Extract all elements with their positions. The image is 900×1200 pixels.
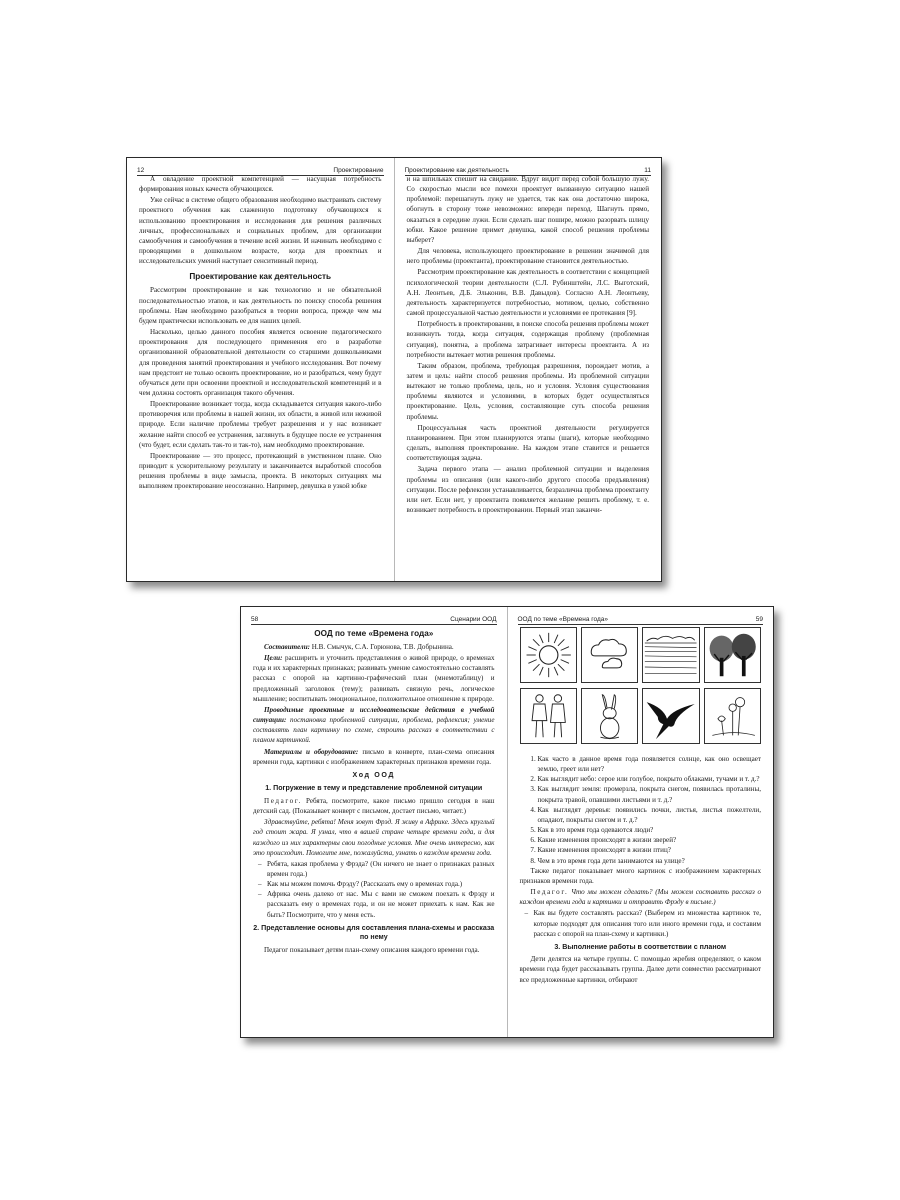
paragraph: Проектирование возникает тогда, когда складывается ситуация какого-либо противоречия или проблемы в нашей жизни, их области, в живой или неживой природе. Если наличие проблемы требует разрешения и у нас возникает желание найти способ ее устранения, заглянуть в будущее после ее устранения (что будет, если сделать так-то и так-то), нам необходимо проектирование. [139,400,382,449]
list-item: 5. Как в это время года одеваются люди? [538,825,762,835]
paragraph: Проектирование — это процесс, протекающий в умственном плане. Оно приводит к ускорительному результату и заканчивается выработкой способов решения проблемы в виде замысла, проекта. В некоторых ситуациях мы выполняем проектирование неосознанно. Например, девушка в узкой юбке [139,451,382,491]
list-item: 8. Чем в это время года дети занимаются на улице? [538,856,762,866]
paragraph: Таким образом, проблема, требующая разрешения, порождает мотив, а затем и цель: найти способ решения проблемы. Из проблемной ситуации вытекают не только проблема, цель, но и условия. Условия существования проблемы являются и условиями, в которых будет осуществляться проектирование. Цель, условия, составляющие суть способа решения проблемы. [406,361,649,421]
page-59 [508,607,774,1037]
bottom-book-spread [240,606,774,1038]
page-number: 58 [251,616,259,623]
running-title: Сценарии ООД [450,616,497,623]
page-number: 11 [644,167,651,174]
goal-paragraph [253,653,495,704]
paragraph: Для человека, использующего проектирование в решении значимой для него проблемы (проектанта), проектирование становится деятельностью. [406,247,649,266]
lesson-title: ООД по теме «Времена года» [314,629,434,638]
people-icon [520,688,577,744]
list-item: – Как мы можем помочь Фрэду? (Рассказать ему о временах года.) [267,879,495,889]
running-head [518,613,764,625]
section-heading: Проектирование как деятельность [189,272,332,282]
list-item: – Как вы будете составлять рассказ? (Выберем из множества картинок те, которые подходят для описания того или иного времени года, и составим рассказ с опорой на план-схему и картинки.) [534,908,762,938]
list-item: – Африка очень далеко от нас. Мы с вами не сможем поехать к Фрэду и рассказать ему о временах года, и он не может приехать к нам. Как же быть? Посмотрите, что у меня есть. [267,889,495,919]
running-head [405,164,652,176]
teacher-paragraph [253,796,495,816]
materials-paragraph [253,747,495,767]
paragraph: Педагог показывает детям план-схему описания каждого времени года. [264,945,480,954]
methods: постановка проблемной ситуации, проблема, рефлексия; умение составлять план картинку по схеме, строить рассказ в соответствии с планом картинкой. [253,716,495,745]
authors-label: Составители: [264,643,310,651]
page-text [520,627,762,985]
paragraph: Насколько, целью данного пособия является освоение педагогического проектирования для последующего применения его в разработке организованной образовательной деятельности со старшими дошкольниками для проведения занятий проектирования и учебного исследования. Вот почему нам предстоит не только освоить проектирование, но и разобраться, чему будут обучаться дети при освоении проектной и исследовательской компетенций и в чем должна состоять организация такого обучения. [139,328,382,397]
dialogue-list [520,908,762,938]
page-12 [127,158,395,581]
methods-paragraph [253,705,495,746]
paragraph: Рассмотрим проектирование как деятельность в соответствии с концепцией психологической теории деятельности (С.Л. Рубинштейн, Л.С. Выготский, А.Н. Леонтьев, Д.Б. Эльконин, В.В. Давыдов). Согласно А.Н. Леонтьеву, деятельность характеризуется потребностью, мотивом, целью, собственно самой процессуальной частью деятельности и условиями ее протекания [9]. [406,268,649,318]
field-icon [642,627,699,683]
methods-label: Проводимые проектные и исследовательские действия в учебной ситуации: [253,705,495,725]
letter-paragraph [253,817,495,858]
goal: расширить и уточнить представления о живой природе, о временах года и их характерных признаках; развивать умение самостоятельно составлять рассказ с опорой на картинно-графический план (мнемотаблицу) и предложенный заголовок (тему); развивать связную речь, логическое мышление; воспитывать эмоциональное, положительное отношение к природе. [253,654,495,703]
teacher-paragraph [520,887,762,907]
dialogue-list [253,859,495,920]
teacher-text: Что мы можем сделать? (Мы можем составить рассказ о каждом времени года и картинки и отправить Фрэду в письме.) [519,888,761,907]
paragraph: Также педагог показывает много картинок с изображением характерных признаков времени года. [519,866,761,885]
list-item: 2. Как выглядит небо: серое или голубое, покрыто облаками, тучами и т. д.? [538,774,762,784]
list-item: 4. Как выглядят деревья: появились почки, листья, листья пожелтели, опадают, покрыты снегом и т. д.? [538,805,762,825]
letter-text: Здравствуйте, ребята! Меня зовут Фрэд. Я живу в Африке. Здесь круглый год стоит жара. Я узнал, что в вашей стране четыре времени года, и для каждого из них характерны свои погодные условия. Мне очень интересно, как это происходит. Помогите мне, пожалуйста, узнать о каждом времени года. [253,818,495,857]
running-title: ООД по теме «Времена года» [517,616,609,623]
questions-list [520,754,762,866]
teacher-label: Педагог. [264,796,302,805]
paragraph: Задача первого этапа — анализ проблемной ситуации и выделения проблемы из описания (или какого-либо другого способа предъявления) ситуации. После рефлексии устанавливается, безразлична проблема проектанту или нет. Если нет, у проектанта появляется желание решить проблему, т. е. возникает потребность в проектировании. Первый этап заканчи- [406,465,649,514]
swallow-icon [642,688,699,744]
teacher-text: Ребята, посмотрите, какое письмо пришло сегодня в наш детский сад. (Показывает конверт с письмом, достает письмо, читает.) [253,796,495,816]
page-number: 59 [755,616,763,623]
section-3-heading: 3. Выполнение работы в соответствии с планом [554,942,727,951]
authors-paragraph [253,642,495,652]
page-text [253,629,495,955]
authors: Н.В. Смычук, С.А. Горюнова, Т.В. Добрынина. [311,643,454,651]
running-head [251,613,497,625]
paragraph: Дети делятся на четыре группы. С помощью жребия определяют, о каком времени года будет рассказывать группа. Далее дети совместно рассматривают все предложенные картинки, отбирают [519,955,761,984]
page-number: 12 [137,167,145,174]
clouds-icon [581,627,638,683]
page-text [407,174,650,515]
sun-icon [520,627,577,683]
paragraph: А овладение проектной компетенцией — насущная потребность формирования новых качеств обучающихся. [139,175,382,194]
list-item: – Ребята, какая проблема у Фрэда? (Он ничего не знает о признаках разных времен года.) [267,859,495,879]
mnemonic-table [520,627,762,744]
materials-label: Материалы и оборудование: [264,747,359,756]
paragraph: и на шпильках спешит на свидание. Вдруг видит перед собой большую лужу. Со скоростью мысли все помехи проектует вызванную ситуацию нашей проблемой: перешагнуть лужу не удается, так как она достаточно широка, обогнуть в сторону тоже невозможно: впереди переход. Шагнуть прямо, оказаться в середине лужи. Если сделать шаг пошире, можно разорвать шлицу юбки. Какое решение примет девушка, какой способ решения проблемы выберет? [406,175,649,244]
flowers-icon [704,688,761,744]
goal-label: Цели: [264,654,283,663]
list-item: 1. Как часто в данное время года появляется солнце, как оно освещает землю, греет или нет? [538,754,762,774]
course-heading: Ход ООД [352,770,396,779]
section-2-heading: 2. Представление основы для составления плана-схемы и рассказа по нему [253,923,495,942]
list-item: 6. Какие изменения происходят в жизни зверей? [538,835,762,845]
list-item: 3. Как выглядит земля: промерзла, покрыта снегом, появилась проталины, покрыта травой, опавшими листьями и т. д.? [538,784,762,804]
page-11 [395,158,662,581]
paragraph: Рассмотрим проектирование и как технологию и не обязательной последовательностью этапов, и как деятельность по поиску способа решения проблемы. Нам необходимо разобраться в теории вопроса, прежде чем мы будем практически использовать ее для наших целей. [139,286,382,325]
paragraph: Потребность в проектировании, в поиске способа решения проблемы может возникнуть тогда, когда ситуация, содержащая проблему (проблемная ситуация), понятна, а проблема затрагивает интересы проектанта. А из потребности вытекает мотив решения проблемы. [406,320,649,359]
section-1-heading: 1. Погружение в тему и представление проблемной ситуации [265,784,483,793]
running-title: Проектирование как деятельность [404,167,509,174]
materials: письмо в конверте, план-схема описания времени года, картинки с изображением характерных признаков времени года. [253,747,495,766]
paragraph: Уже сейчас в системе общего образования необходимо выстраивать систему проектного обучения как слаженную подготовку обучающихся к использованию проектирования и исследования для решения различных личных, профессиональных и социальных проблем, для организации самообучения и самообучения в течение всей жизни. И начинать необходимо с проводящими в дошкольном возрасте, когда для проектных и исследовательских умений наступает сенситивный период. [139,196,382,266]
teacher-label: Педагог. [530,888,569,897]
trees-icon [704,627,761,683]
hare-icon [581,688,638,744]
running-title: Проектирование [333,167,384,174]
page-text [139,174,382,492]
list-item: 7. Какие изменения происходят в жизни птиц? [538,845,762,855]
top-book-spread [126,157,662,582]
paragraph: Процессуальная часть проектной деятельности регулируется планированием. При этом планируются этапы (шаги), которые необходимо сделать, выполняя проектирование. На каждом этапе ставится и решается соответствующая задача. [406,423,649,463]
running-head [137,164,384,176]
page-58 [241,607,508,1037]
